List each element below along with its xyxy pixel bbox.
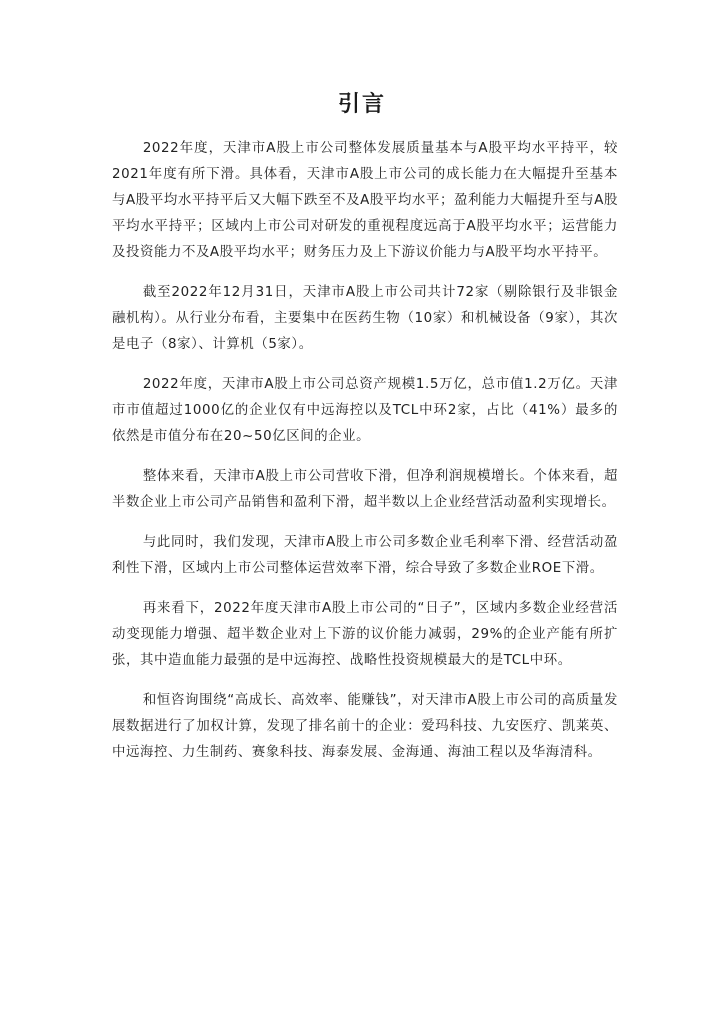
document-body [112, 136, 618, 780]
paragraph-top-ten: 和恒咨询围绕“高成长、高效率、能赚钱”，对天津市A股上市公司的高质量发展数据进行了加权计算，发现了排名前十的企业：爱玛科技、九安医疗、凯莱英、中远海控、力生制药、赛象科技、海泰发展、金海通、海油工程以及华海清科。 [112, 693, 618, 760]
paragraph-market-value: 2022年度，天津市A股上市公司总资产规模1.5万亿，总市值1.2万亿。天津市市值超过1000亿的企业仅有中远海控以及TCL中环2家，占比（41%）最多的依然是市值分布在20~50亿区间的企业。 [112, 377, 618, 444]
paragraph-revenue-profit: 整体来看，天津市A股上市公司营收下滑，但净利润规模增长。个体来看，超半数企业上市公司产品销售和盈利下滑，超半数以上企业经营活动盈利实现增长。 [112, 469, 618, 510]
paragraph-overall-quality: 2022年度，天津市A股上市公司整体发展质量基本与A股平均水平持平，较2021年度有所下滑。具体看，天津市A股上市公司的成长能力在大幅提升至基本与A股平均水平持平后又大幅下跌至不及A股平均水平；盈利能力大幅提升至与A股平均水平持平；区域内上市公司对研发的重视程度远高于A股平均水平；运营能力及投资能力不及A股平均水平；财务压力及上下游议价能力与A股平均水平持平。 [112, 141, 618, 260]
paragraph-margin-roe: 与此同时，我们发现，天津市A股上市公司多数企业毛利率下滑、经营活动盈利性下滑，区域内上市公司整体运营效率下滑，综合导致了多数企业ROE下滑。 [112, 535, 618, 576]
paragraph-company-count: 截至2022年12月31日，天津市A股上市公司共计72家（剔除银行及非银金融机构）。从行业分布看，主要集中在医药生物（10家）和机械设备（9家），其次是电子（8家）、计算机（5家）。 [112, 285, 618, 352]
page-title: 引言 [337, 92, 386, 117]
paragraph-cash-capacity: 再来看下，2022年度天津市A股上市公司的“日子”，区域内多数企业经营活动变现能力增强、超半数企业对上下游的议价能力减弱，29%的企业产能有所扩张，其中造血能力最强的是中远海控、战略性投资规模最大的是TCL中环。 [112, 601, 618, 668]
